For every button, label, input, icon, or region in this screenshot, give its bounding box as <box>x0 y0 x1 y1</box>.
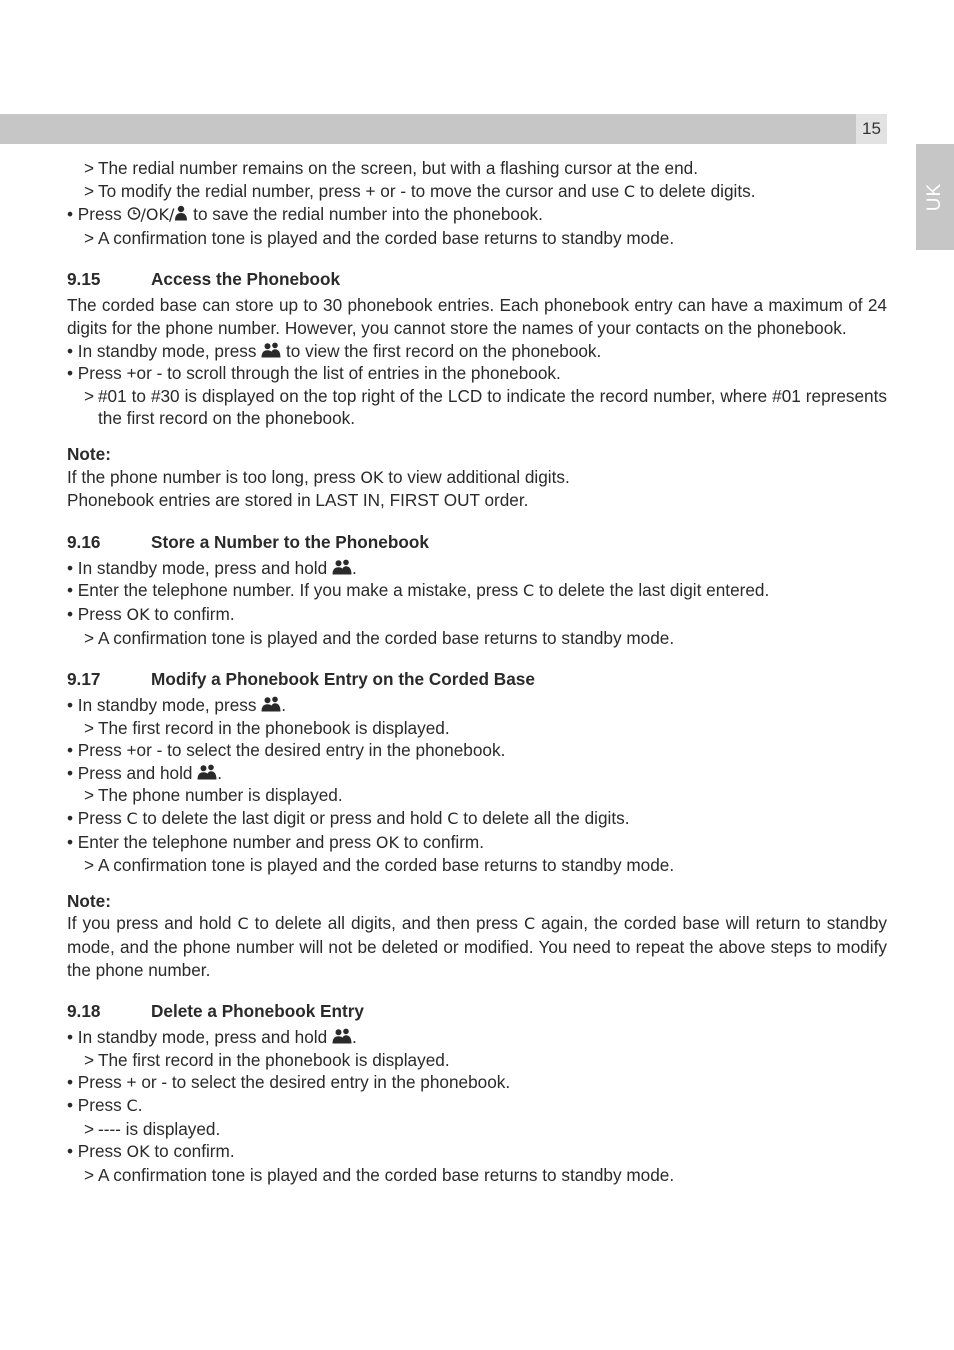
phonebook-icon <box>197 764 217 780</box>
note-title: Note: <box>67 890 111 911</box>
result-line: > The phone number is displayed. <box>84 785 343 806</box>
bullet-item: • Press /OK/ to save the redial number into the phonebook. <box>67 204 543 225</box>
page-content <box>67 157 887 1186</box>
language-tab <box>916 144 954 250</box>
bullet-item: • Press OK to confirm. <box>67 1141 235 1162</box>
section-heading-9-17: 9.17 Modify a Phonebook Entry on the Corded Base <box>67 669 535 690</box>
bullet-item: • Enter the telephone number. If you make a mistake, press C to delete the last digit entered. <box>67 580 770 601</box>
bullet-item: • In standby mode, press . <box>67 695 287 716</box>
c-key: C <box>126 1096 138 1115</box>
ok-key: OK <box>126 1142 150 1162</box>
ok-key: OK <box>145 205 169 225</box>
result-line: > A confirmation tone is played and the corded base returns to standby mode. <box>84 855 675 876</box>
bullet-item: • In standby mode, press and hold . <box>67 1027 357 1048</box>
result-line: > #01 to #30 is displayed on the top right of the LCD to indicate the record number, where #01 represents the first record on the phonebook. <box>84 385 887 429</box>
bullet-item: • Press C to delete the last digit or press and hold C to delete all the digits. <box>67 808 630 829</box>
result-line: > To modify the redial number, press + or - to move the cursor and use C to delete digits. <box>84 180 756 201</box>
phonebook-icon <box>261 696 281 712</box>
result-line: > The first record in the phonebook is displayed. <box>84 1049 450 1070</box>
c-key: C <box>237 914 249 934</box>
ok-key: OK <box>375 832 400 852</box>
result-line: > The redial number remains on the screen, but with a flashing cursor at the end. <box>84 158 698 178</box>
section-heading-9-18: 9.18 Delete a Phonebook Entry <box>67 1001 364 1022</box>
note-text: If the phone number is too long, press OK to view additional digits. <box>67 466 570 487</box>
bullet-item: • Press +or - to scroll through the list of entries in the phonebook. <box>67 363 561 384</box>
bullet-item: • Press and hold . <box>67 762 223 783</box>
result-line: > A confirmation tone is played and the corded base returns to standby mode. <box>84 227 675 248</box>
c-key: C <box>523 581 535 601</box>
bullet-item: • Press + or - to select the desired entry in the phonebook. <box>67 1072 511 1093</box>
bullet-item: • Press C. <box>67 1095 143 1115</box>
ok-key: OK <box>126 604 150 624</box>
person-icon <box>174 205 188 221</box>
header-bar <box>0 114 856 144</box>
ok-key: OK <box>360 467 384 487</box>
result-line: > A confirmation tone is played and the corded base returns to standby mode. <box>84 627 675 648</box>
result-line: > A confirmation tone is played and the corded base returns to standby mode. <box>84 1164 675 1185</box>
phonebook-icon <box>332 1028 352 1044</box>
result-line: > ---- is displayed. <box>84 1118 221 1139</box>
bullet-item: • Press OK to confirm. <box>67 603 235 624</box>
section-heading-9-15: 9.15 Access the Phonebook <box>67 269 341 290</box>
language-tab-label: UK <box>924 182 945 212</box>
bullet-item: • In standby mode, press and hold . <box>67 557 357 578</box>
c-key: C <box>623 181 636 201</box>
bullet-item: • Enter the telephone number and press OK to confirm. <box>67 831 485 852</box>
note-text: If you press and hold C to delete all digits, and then press C again, the corded base will return to standby mode, and the phone number will not be deleted or modified. You need to repeat the above steps to modify the phone number. <box>67 913 888 980</box>
paragraph: The corded base can store up to 30 phonebook entries. Each phonebook entry can have a maximum of 24 digits for the phone number. However, you cannot store the names of your contacts on the phonebook. <box>67 295 887 338</box>
result-line: > The first record in the phonebook is displayed. <box>84 717 450 738</box>
phonebook-icon <box>332 559 352 575</box>
c-key: C <box>524 914 536 934</box>
note-title: Note: <box>67 443 111 464</box>
section-heading-9-16: 9.16 Store a Number to the Phonebook <box>67 531 429 552</box>
clock-icon <box>127 205 141 221</box>
bullet-item: • Press +or - to select the desired entry in the phonebook. <box>67 740 506 761</box>
note-text: Phonebook entries are stored in LAST IN, FIRST OUT order. <box>67 490 529 511</box>
c-key: C <box>126 809 138 829</box>
bullet-item: • In standby mode, press to view the first record on the phonebook. <box>67 340 602 361</box>
phonebook-icon <box>261 342 281 358</box>
c-key: C <box>447 809 459 829</box>
page-number: 15 <box>856 114 887 144</box>
